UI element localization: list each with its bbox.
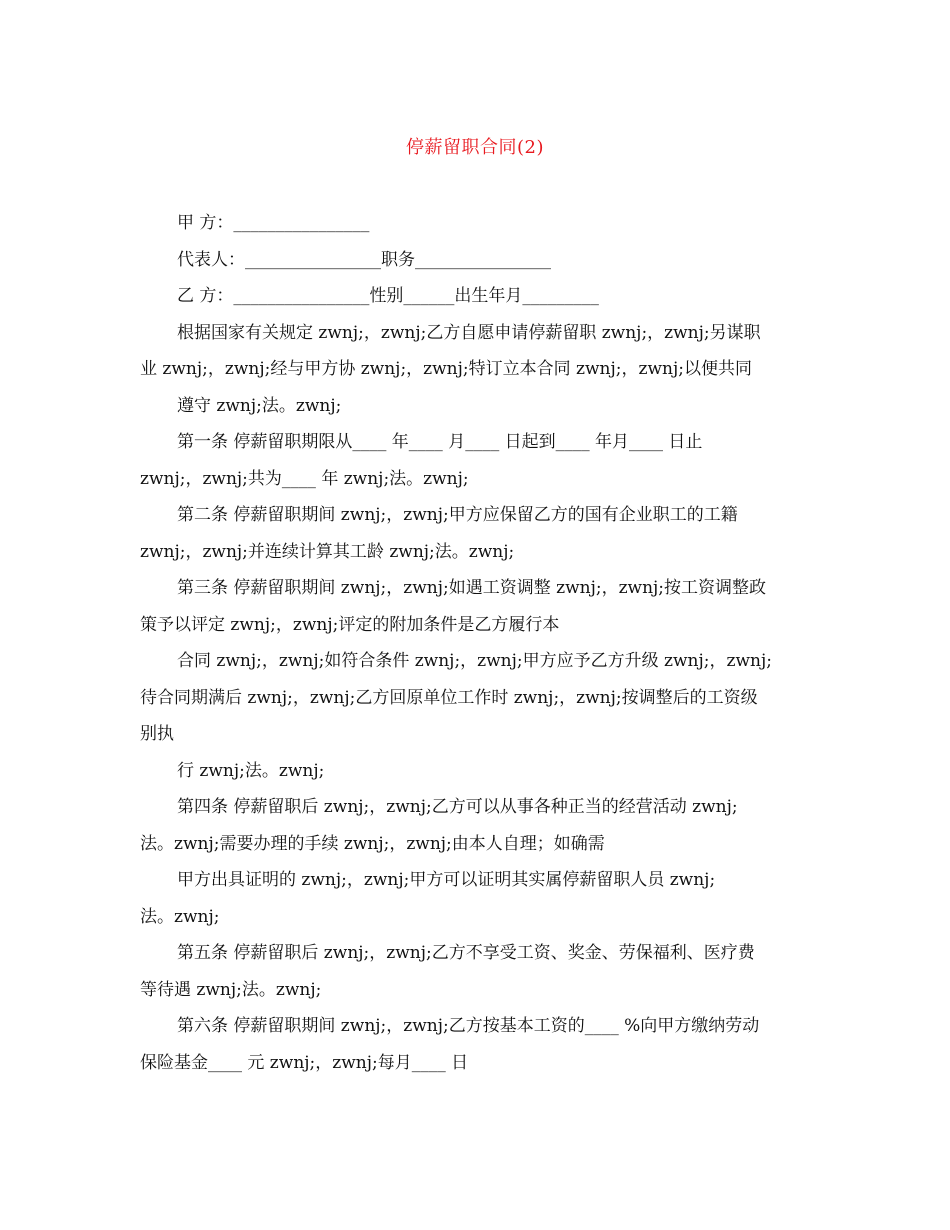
text-line: 第六条 停薪留职期间 zwnj;，zwnj;乙方按基本工资的____ %向甲方缴纳劳动 xyxy=(177,1016,760,1036)
text-line: 甲方出具证明的 zwnj;，zwnj;甲方可以证明其实属停薪留职人员 zwnj; xyxy=(177,870,716,890)
text-line: 合同 zwnj;，zwnj;如符合条件 zwnj;，zwnj;甲方应予乙方升级 zwnj;，zwnj; xyxy=(177,651,772,671)
text-line: 甲 方：________________ xyxy=(177,213,370,233)
text-line: 第二条 停薪留职期间 zwnj;，zwnj;甲方应保留乙方的国有企业职工的工籍 xyxy=(177,505,738,525)
text-line: 法。zwnj; xyxy=(140,906,220,927)
text-line: 等待遇 zwnj;法。zwnj; xyxy=(140,979,322,1000)
text-line: 乙 方：________________性别______出生年月_________ xyxy=(177,286,599,306)
text-line: 代表人：________________职务________________ xyxy=(177,249,551,270)
text-line: zwnj;，zwnj;共为____ 年 zwnj;法。zwnj; xyxy=(140,468,469,489)
text-line: 法。zwnj;需要办理的手续 zwnj;，zwnj;由本人自理；如确需 xyxy=(140,833,605,854)
text-line: 业 zwnj;，zwnj;经与甲方协 zwnj;，zwnj;特订立本合同 zwnj;，zwnj;以便共同 xyxy=(140,359,752,379)
text-line: zwnj;，zwnj;并连续计算其工龄 zwnj;法。zwnj; xyxy=(140,541,515,562)
text-line: 第四条 停薪留职后 zwnj;，zwnj;乙方可以从事各种正当的经营活动 zwnj; xyxy=(177,797,738,817)
text-line: 保险基金____ 元 zwnj;，zwnj;每月____ 日 xyxy=(140,1052,469,1073)
text-line: 根据国家有关规定 zwnj;，zwnj;乙方自愿申请停薪留职 zwnj;，zwnj;另谋职 xyxy=(177,322,761,343)
text-line: 第五条 停薪留职后 zwnj;，zwnj;乙方不享受工资、奖金、劳保福利、医疗费 xyxy=(177,943,755,963)
text-line: 策予以评定 zwnj;，zwnj;评定的附加条件是乙方履行本 xyxy=(140,614,560,635)
document-body xyxy=(140,205,810,1081)
text-line: 待合同期满后 zwnj;，zwnj;乙方回原单位工作时 zwnj;，zwnj;按调整后的工资级 xyxy=(140,687,758,708)
text-line: 别执 xyxy=(140,724,174,744)
text-line: 遵守 zwnj;法。zwnj; xyxy=(177,395,342,416)
text-line: 第一条 停薪留职期限从____ 年____ 月____ 日起到____ 年月____ 日止 xyxy=(177,432,703,452)
text-line: 第三条 停薪留职期间 zwnj;，zwnj;如遇工资调整 zwnj;，zwnj;按工资调整政 xyxy=(177,578,767,598)
text-line: 行 zwnj;法。zwnj; xyxy=(177,760,325,781)
document-title: 停薪留职合同(2) xyxy=(406,137,544,158)
